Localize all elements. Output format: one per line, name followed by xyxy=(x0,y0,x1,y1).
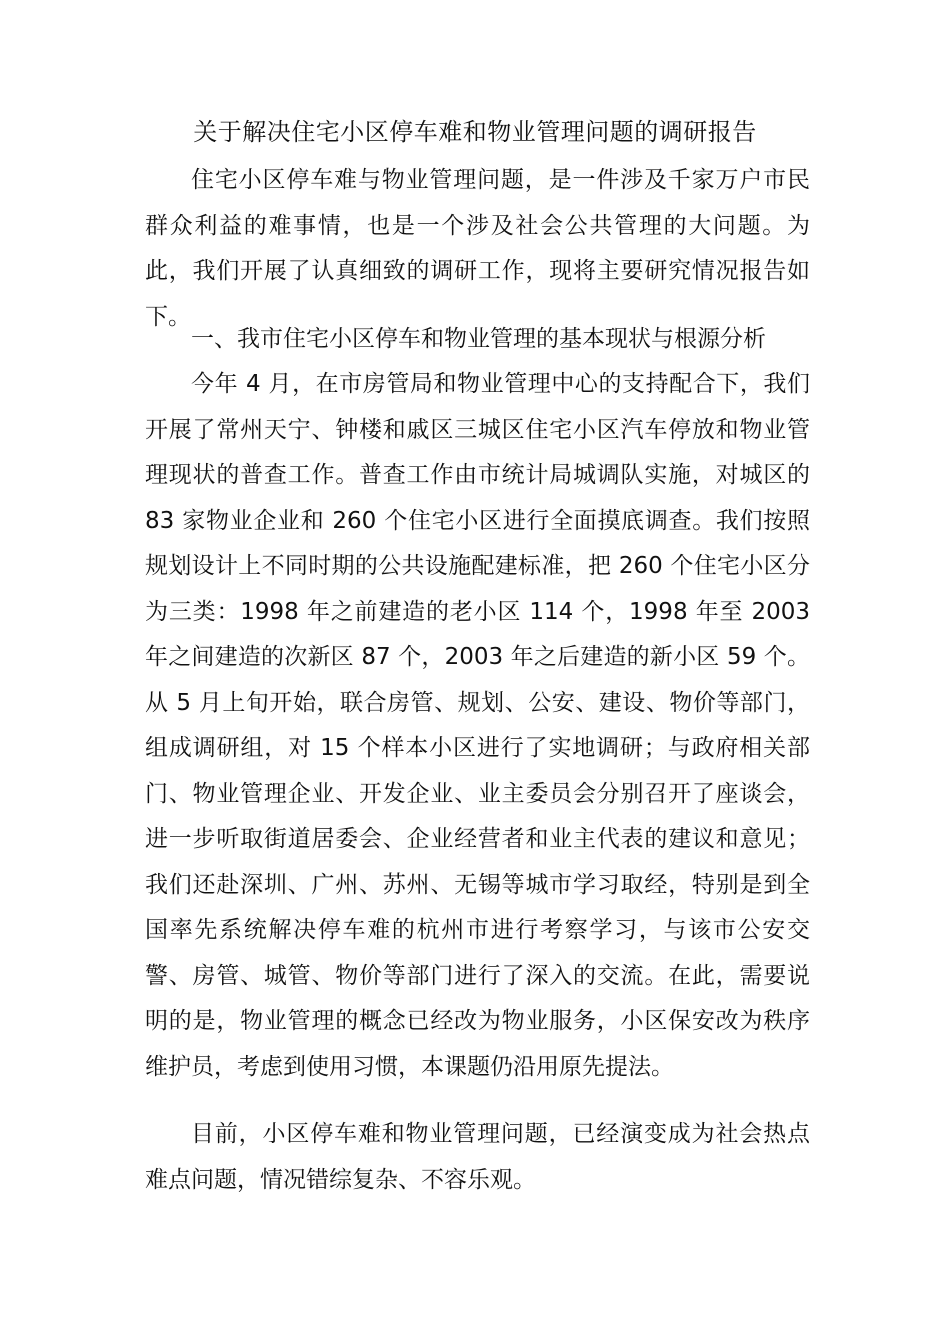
current-situation-paragraph: 目前，小区停车难和物业管理问题，已经演变成为社会热点难点问题，情况错综复杂、不容乐观。 xyxy=(145,1121,810,1193)
intro-paragraph: 住宅小区停车难与物业管理问题，是一件涉及千家万户市民群众利益的难事情，也是一个涉及社会公共管理的大问题。为此，我们开展了认真细致的调研工作，现将主要研究情况报告如下。 xyxy=(145,167,810,330)
document-title: 关于解决住宅小区停车难和物业管理问题的调研报告 xyxy=(193,118,757,146)
survey-paragraph: 今年 4 月，在市房管局和物业管理中心的支持配合下，我们开展了常州天宁、钟楼和戚区三城区住宅小区汽车停放和物业管理现状的普查工作。普查工作由市统计局城调队实施，对城区的 83 家物业企业和 260 个住宅小区进行全面摸底调查。我们按照规划设计上不同时期的公共设施配建标准，把 260 个住宅小区分为三类：1998 年之前建造的老小区 114 个，1998 年至 2003 年之间建造的次新区 87 个，2003 年之后建造的新小区 59 个。从 5 月上旬开始，联合房管、规划、公安、建设、物价等部门，组成调研组，对 15 个样本小区进行了实地调研；与政府相关部门、物业管理企业、开发企业、业主委员会分别召开了座谈会，进一步听取街道居委会、企业经营者和业主代表的建议和意见；我们还赴深圳、广州、苏州、无锡等城市学习取经，特别是到全国率先系统解决停车难的杭州市进行考察学习，与该市公安交警、房管、城管、物价等部门进行了深入的交流。在此，需要说明的是，物业管理的概念已经改为物业服务，小区保安改为秩序维护员，考虑到使用习惯，本课题仍沿用原先提法。 xyxy=(145,371,810,1080)
section-heading: 一、我市住宅小区停车和物业管理的基本现状与根源分析 xyxy=(191,326,766,352)
